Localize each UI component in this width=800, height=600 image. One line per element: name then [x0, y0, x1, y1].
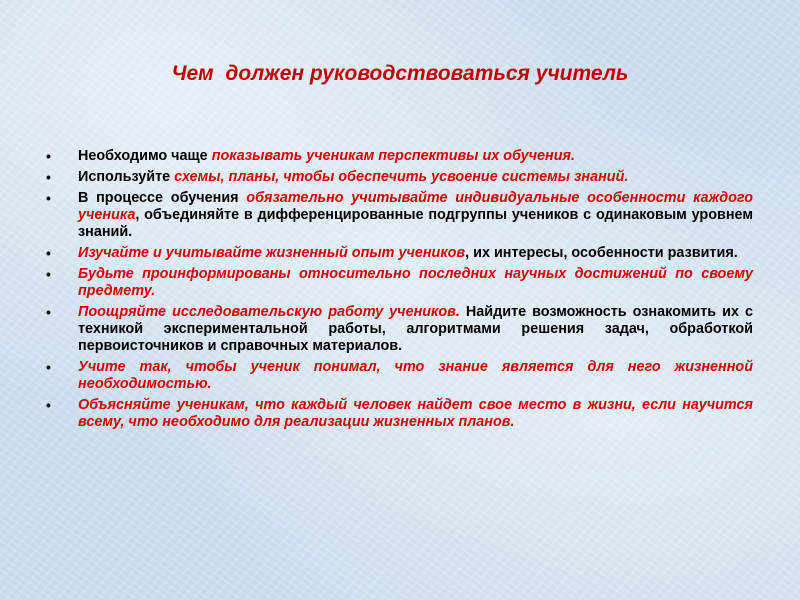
bullet-text-normal: , их интересы, особенности развития.: [465, 245, 738, 261]
bullet-text-emphasis: схемы, планы, чтобы обеспечить усвоение системы знаний.: [174, 169, 629, 185]
bullet-item: [46, 169, 753, 186]
bullet-text-emphasis: Изучайте и учитывайте жизненный опыт учеников: [78, 245, 466, 261]
bullet-item: [46, 359, 753, 393]
bullet-item: [46, 190, 753, 241]
bullet-dot-icon: •: [46, 190, 51, 206]
bullet-text-normal: Найдите возможность ознакомить их с техникой экспериментальной работы, алгоритмами решения задач, обработкой первоисточников и справочных материалов.: [78, 304, 753, 354]
bullet-dot-icon: •: [46, 148, 51, 164]
bullet-text-normal: , объединяйте в дифференцированные подгруппы учеников с одинаковым уровнем знаний.: [78, 207, 753, 240]
slide-title: Чем должен руководствоваться учитель: [171, 62, 629, 85]
bullet-dot-icon: •: [46, 245, 51, 261]
bullet-text-emphasis: Учите так, чтобы ученик понимал, что знание является для него жизненной необходимостью.: [78, 359, 753, 392]
bullet-item: [46, 397, 753, 431]
bullet-dot-icon: •: [46, 304, 51, 320]
bullet-text-emphasis: Объясняйте ученикам, что каждый человек найдет свое место в жизни, если научится всему, что необходимо для реализации жизненных планов.: [78, 397, 753, 430]
bullet-dot-icon: •: [46, 169, 51, 185]
bullet-dot-icon: •: [46, 397, 51, 413]
bullet-dot-icon: •: [46, 359, 51, 375]
bullet-item: [46, 245, 753, 262]
bullet-text-emphasis: Будьте проинформированы относительно последних научных достижений по своему предмету.: [78, 266, 753, 299]
bullet-dot-icon: •: [46, 266, 51, 282]
bullet-text-normal: Используйте: [78, 169, 175, 185]
bullet-item: [46, 266, 753, 300]
slide-content: [46, 148, 753, 435]
bullet-item: [46, 148, 753, 165]
bullet-text-emphasis: Поощряйте исследовательскую работу учеников.: [78, 304, 460, 320]
bullet-item: [46, 304, 753, 355]
bullet-text-emphasis: показывать ученикам перспективы их обучения.: [211, 148, 575, 164]
bullet-list: [46, 148, 753, 431]
bullet-text-normal: Необходимо чаще: [78, 148, 212, 164]
bullet-text-normal: В процессе обучения: [78, 190, 247, 206]
bullet-text-emphasis: обязательно учитывайте индивидуальные особенности каждого ученика: [78, 190, 753, 223]
